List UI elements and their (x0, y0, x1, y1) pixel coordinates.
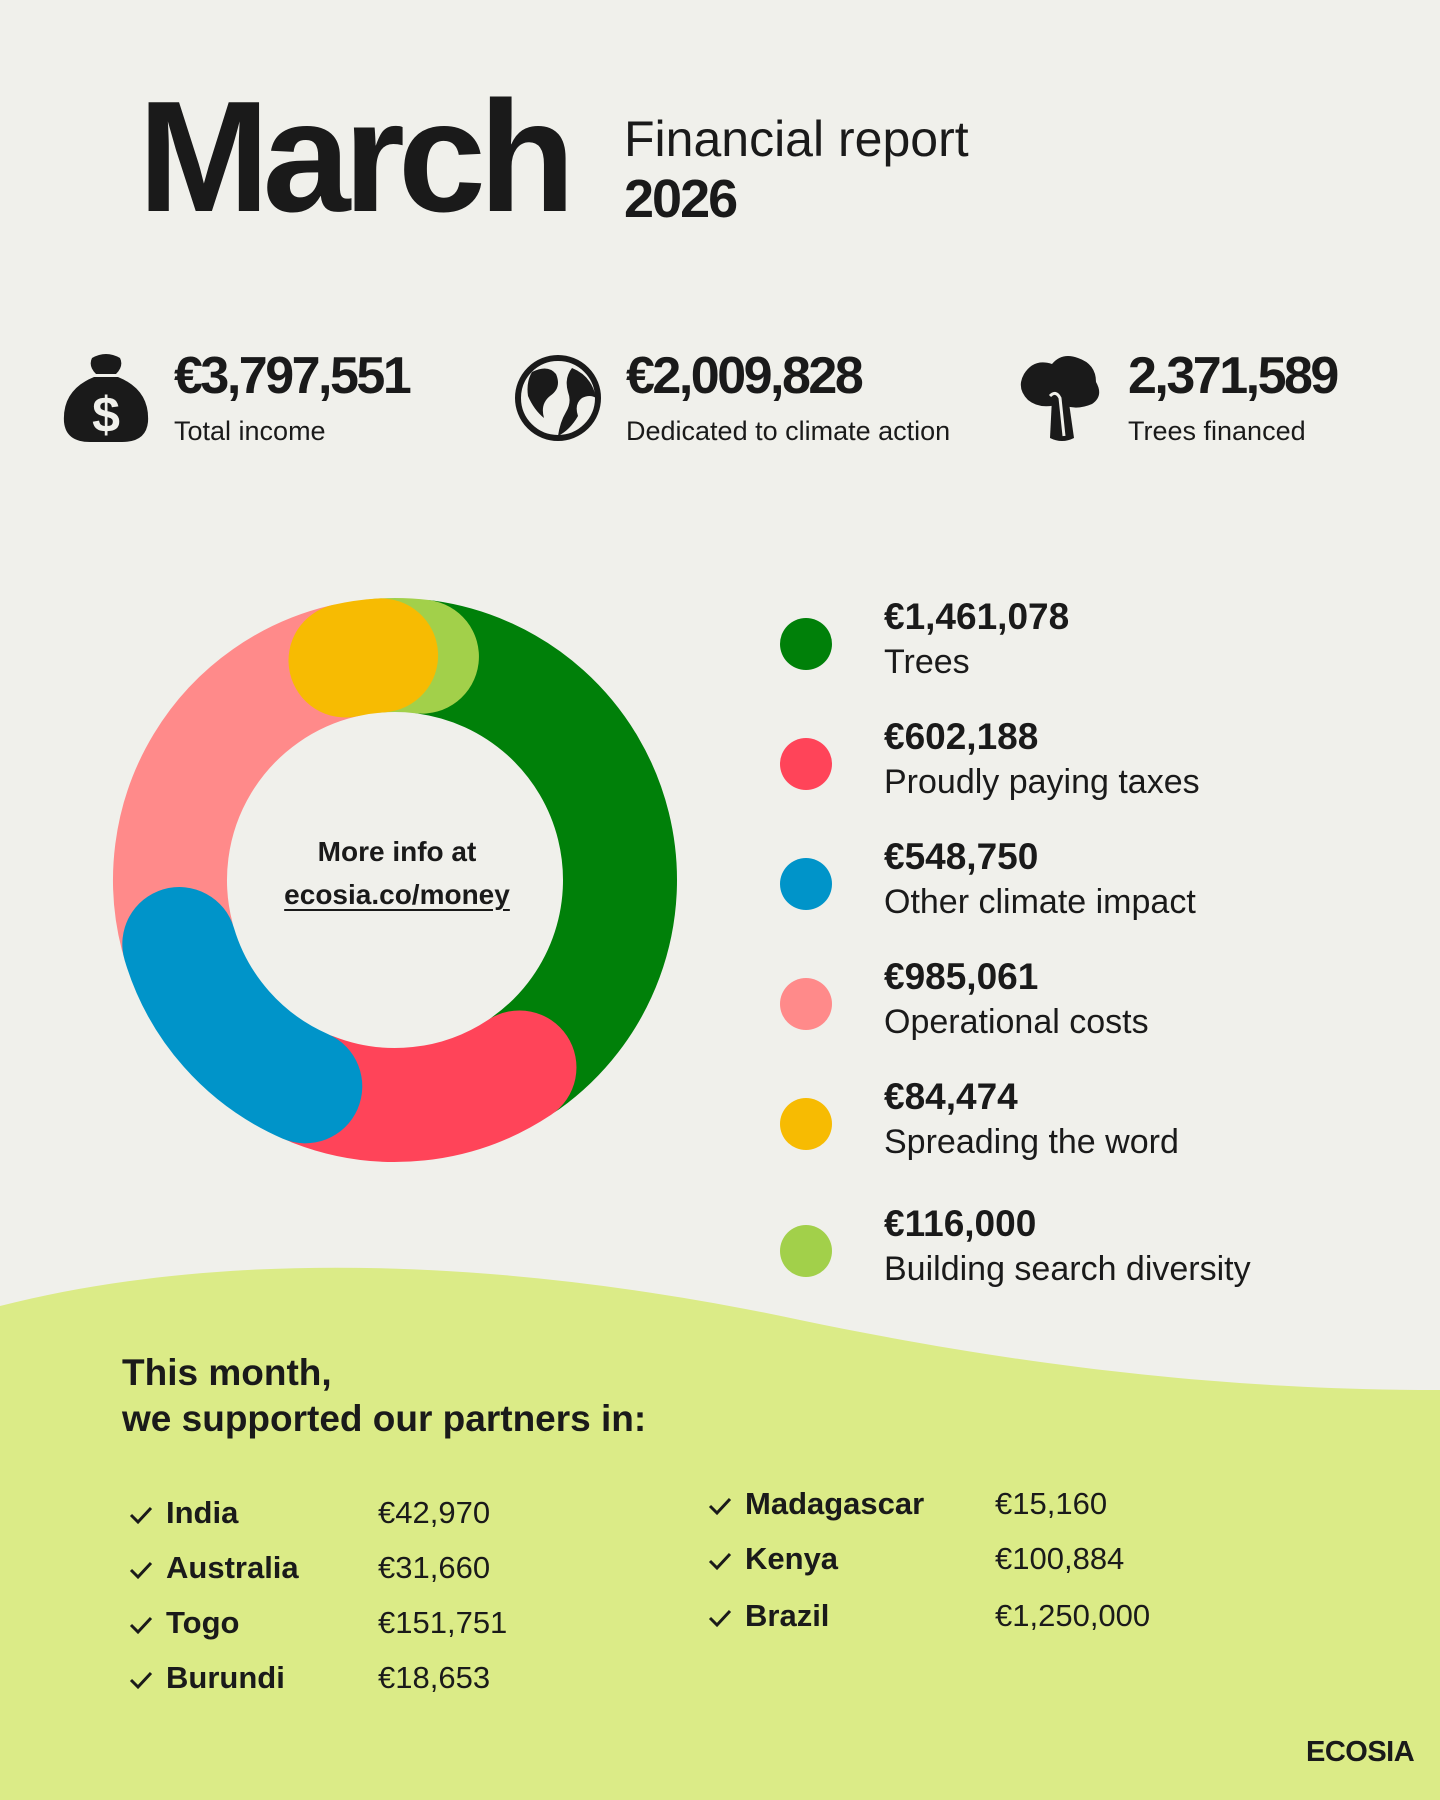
legend-amount: €1,461,078 (884, 596, 1070, 637)
check-icon (128, 1669, 154, 1691)
report-year: 2026 (624, 169, 737, 229)
partner-country: Brazil (745, 1598, 830, 1633)
partner-amount: €42,970 (378, 1495, 491, 1530)
legend-dot (780, 738, 832, 790)
partner-country: India (166, 1495, 239, 1530)
check-icon (128, 1504, 154, 1526)
stat-value: €2,009,828 (626, 347, 862, 405)
stat-value: 2,371,589 (1128, 347, 1337, 405)
globe-icon (514, 352, 602, 444)
tree-icon (1016, 352, 1104, 444)
ecosia-logo[interactable]: ECOSIA (1306, 1736, 1415, 1768)
stat-value: €3,797,551 (174, 347, 410, 405)
legend-name: Building search diversity (884, 1250, 1251, 1288)
stat-label: Total income (174, 416, 326, 446)
partner-row (707, 1485, 1227, 1529)
legend-dot (780, 618, 832, 670)
partner-amount: €100,884 (995, 1541, 1125, 1576)
partner-row (128, 1604, 648, 1648)
legend-amount: €602,188 (884, 716, 1039, 757)
partner-row (707, 1540, 1227, 1584)
donut-center-text (237, 830, 557, 916)
legend-amount: €985,061 (884, 956, 1039, 997)
legend-name: Operational costs (884, 1003, 1149, 1041)
svg-text:$: $ (92, 387, 120, 443)
report-label: Financial report (624, 111, 969, 167)
partner-country: Togo (166, 1605, 240, 1640)
partner-country: Kenya (745, 1541, 839, 1576)
partners-title-line: we supported our partners in: (122, 1398, 647, 1439)
legend-amount: €548,750 (884, 836, 1039, 877)
legend-amount: €84,474 (884, 1076, 1018, 1117)
legend-item (780, 1078, 1340, 1178)
partner-amount: €15,160 (995, 1486, 1108, 1521)
check-icon (707, 1495, 733, 1517)
partners-title (122, 1350, 646, 1442)
partner-row (128, 1549, 648, 1593)
money-bag-icon (62, 352, 150, 444)
legend-item (780, 598, 1340, 698)
legend-dot (780, 978, 832, 1030)
legend-dot (780, 1098, 832, 1150)
legend-item (780, 838, 1340, 938)
legend-item (780, 958, 1340, 1058)
legend-dot (780, 858, 832, 910)
legend-amount: €116,000 (884, 1203, 1037, 1244)
stat-label: Dedicated to climate action (626, 416, 951, 446)
check-icon (707, 1550, 733, 1572)
donut-segment (179, 944, 305, 1086)
partner-country: Burundi (166, 1660, 285, 1695)
partner-country: Australia (166, 1550, 299, 1585)
report-month: March (138, 69, 569, 245)
center-label: More info at (317, 836, 477, 867)
legend-name: Trees (884, 643, 970, 681)
check-icon (128, 1614, 154, 1636)
partner-row (128, 1494, 648, 1538)
partner-amount: €151,751 (378, 1605, 508, 1640)
check-icon (128, 1559, 154, 1581)
legend-name: Spreading the word (884, 1123, 1179, 1161)
partner-row (128, 1659, 648, 1703)
partner-amount: €1,250,000 (995, 1598, 1151, 1633)
center-link[interactable]: ecosia.co/money (284, 879, 510, 910)
partner-row (707, 1597, 1227, 1641)
legend-name: Other climate impact (884, 883, 1196, 921)
donut-segment (346, 655, 382, 660)
legend-item (780, 718, 1340, 818)
partners-title-line: This month, (122, 1352, 332, 1393)
legend-name: Proudly paying taxes (884, 763, 1200, 801)
stat-label: Trees financed (1128, 416, 1306, 446)
partner-country: Madagascar (745, 1486, 925, 1521)
partner-amount: €18,653 (378, 1660, 491, 1695)
check-icon (707, 1607, 733, 1629)
partner-amount: €31,660 (378, 1550, 491, 1585)
